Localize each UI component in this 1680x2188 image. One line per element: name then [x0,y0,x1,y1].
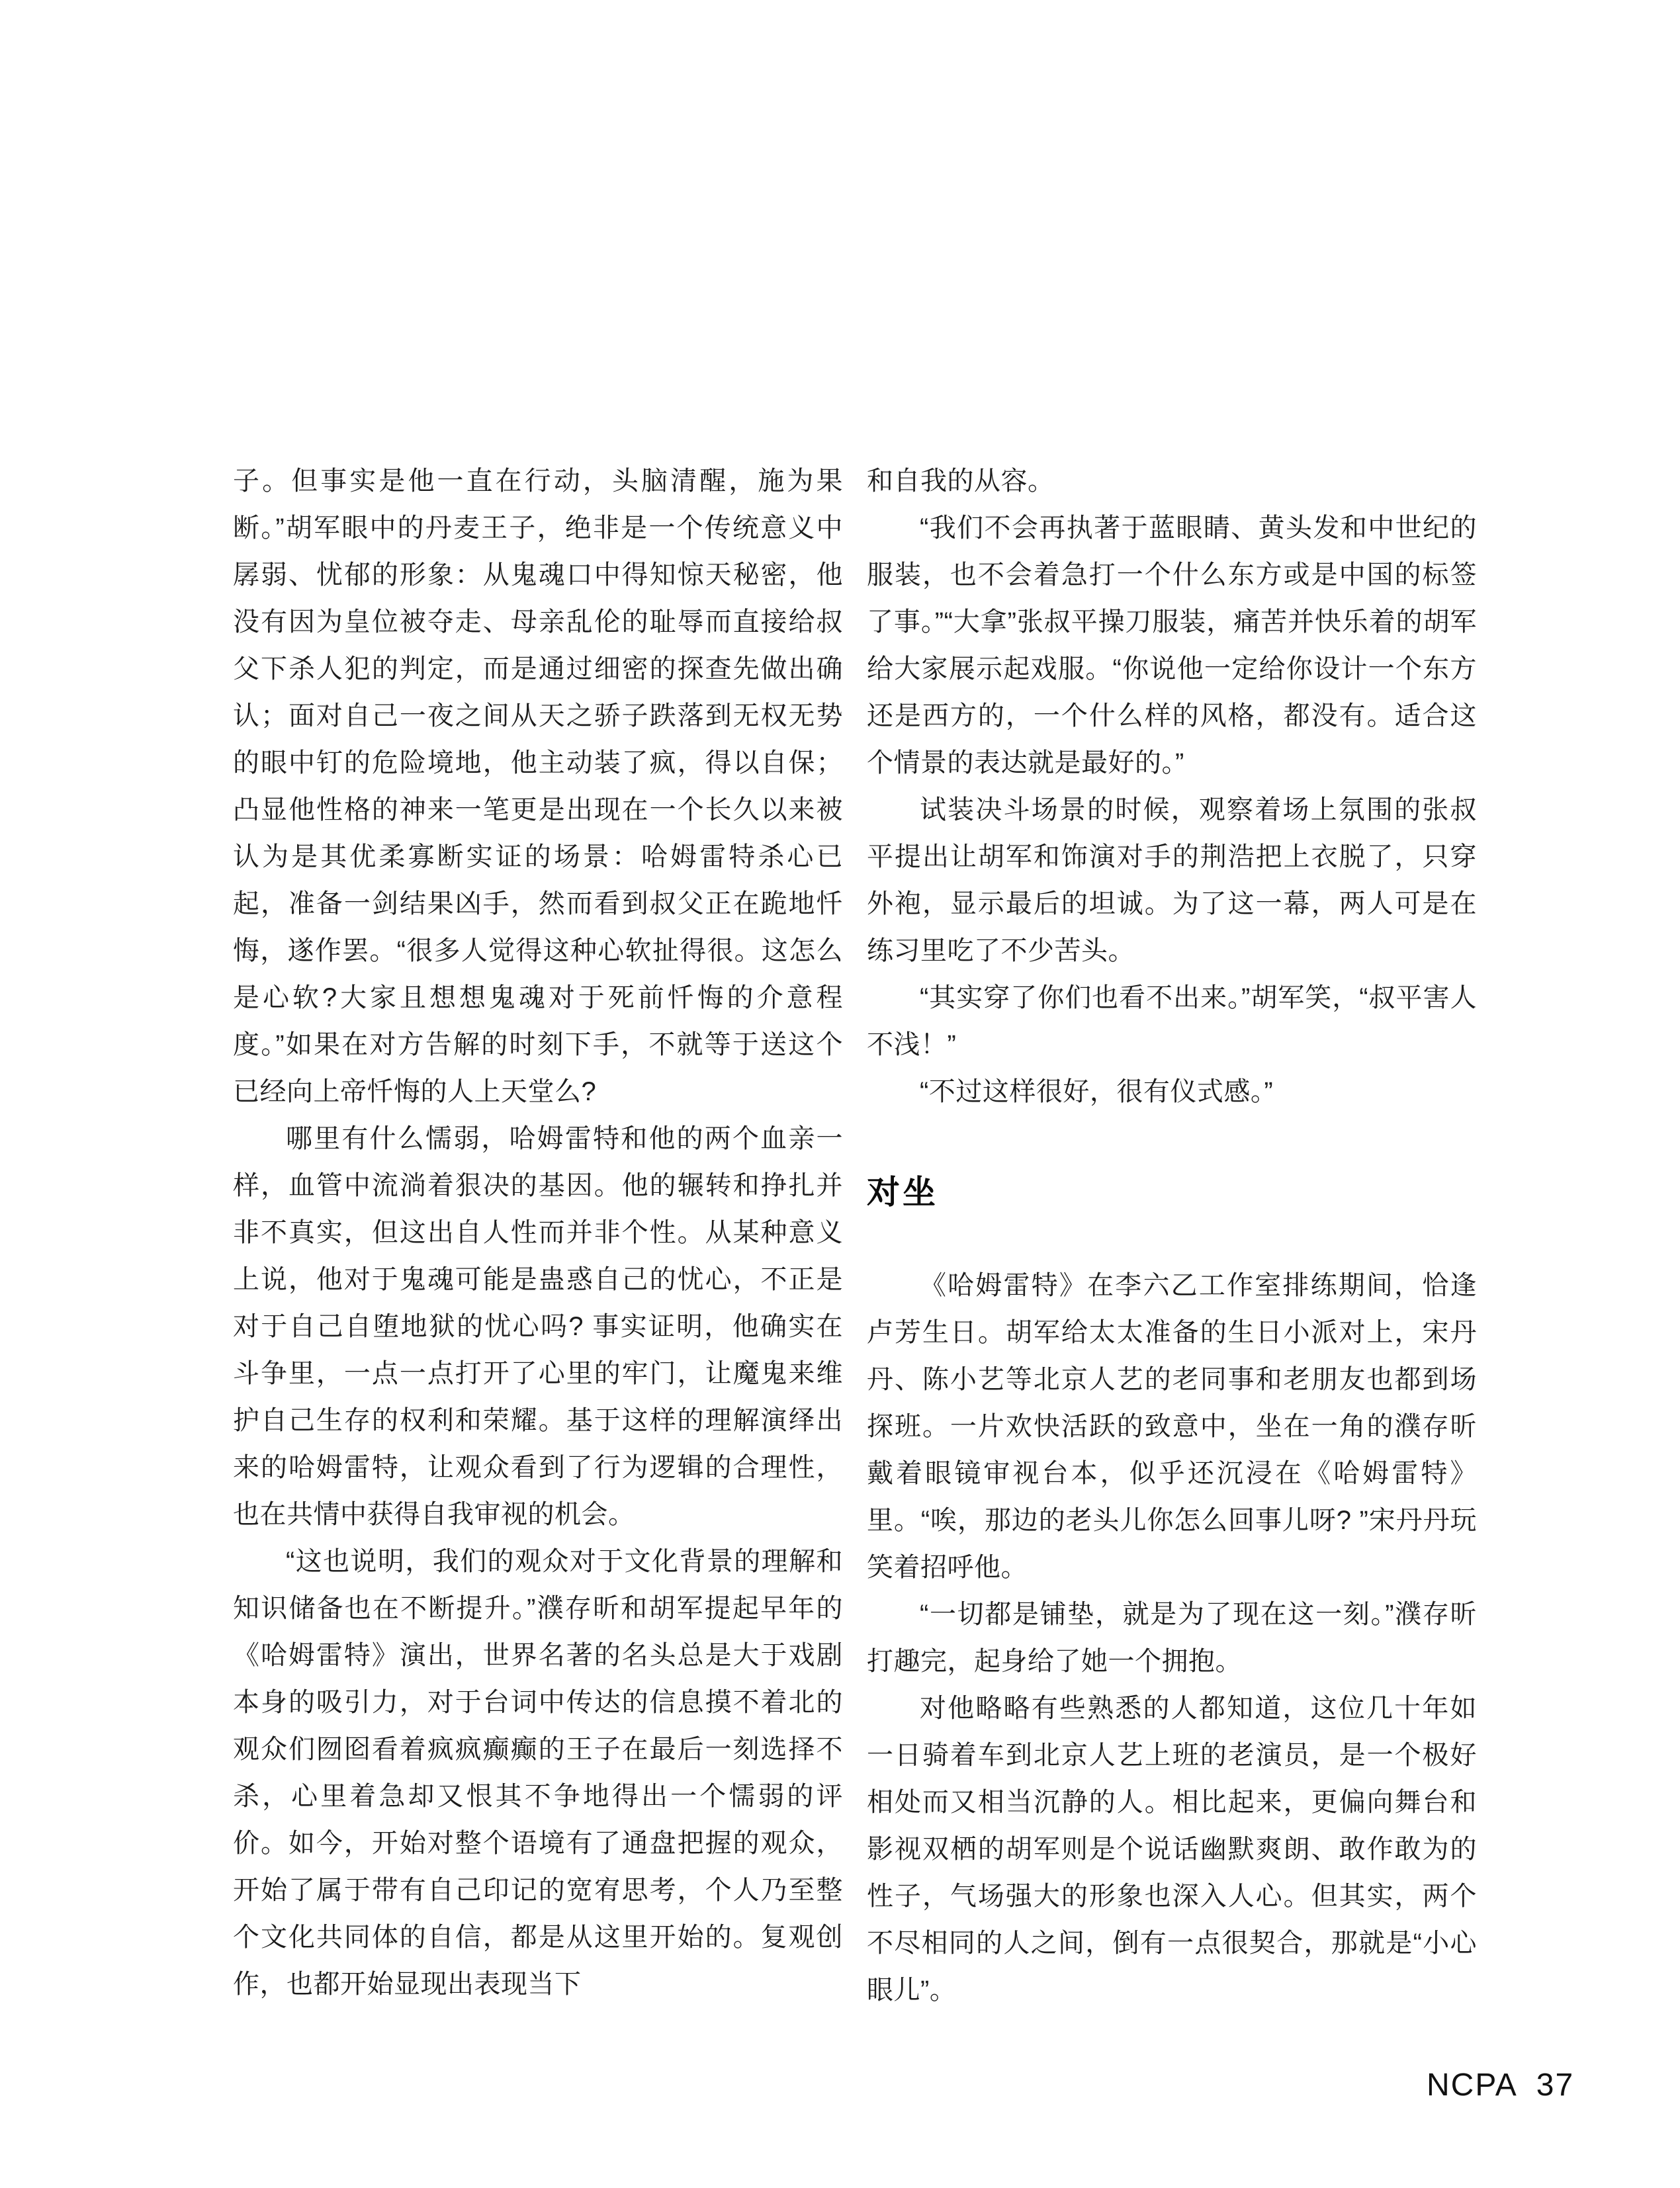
body-paragraph: 对他略略有些熟悉的人都知道，这位几十年如一日骑着车到北京人艺上班的老演员，是一个极好相处而又相当沉静的人。相比起来，更偏向舞台和影视双栖的胡军则是个说话幽默爽朗、敢作敢为的性子，气场强大的形象也深入人心。但其实，两个不尽相同的人之间，倒有一点很契合，那就是“小心眼儿”。 [867,1694,1477,2005]
page-footer [1427,2070,1574,2101]
body-paragraph: 哪里有什么懦弱，哈姆雷特和他的两个血亲一样，血管中流淌着狠决的基因。他的辗转和挣扎并非不真实，但这出自人性而并非个性。从某种意义上说，他对于鬼魂可能是蛊惑自己的忧心，不正是对于自己自堕地狱的忧心吗? 事实证明，他确实在斗争里，一点一点打开了心里的牢门，让魔鬼来维护自己生存的权利和荣耀。基于这样的理解演绎出来的哈姆雷特，让观众看到了行为逻辑的合理性，也在共情中获得自我审视的机会。 [233,1124,843,1529]
body-paragraph: “其实穿了你们也看不出来。”胡军笑，“叔平害人不浅！” [867,983,1477,1059]
body-paragraph: 《哈姆雷特》在李六乙工作室排练期间，恰逢卢芳生日。胡军给太太准备的生日小派对上，宋丹丹、陈小艺等北京人艺的老同事和老朋友也都到场探班。一片欢快活跃的致意中，坐在一角的濮存昕戴着眼镜审视台本，似乎还沉浸在《哈姆雷特》里。“唉，那边的老头儿你怎么回事儿呀? ”宋丹丹玩笑着招呼他。 [867,1271,1477,1582]
body-paragraph: “这也说明，我们的观众对于文化背景的理解和知识储备也在不断提升。”濮存昕和胡军提起早年的《哈姆雷特》演出，世界名著的名头总是大于戏剧本身的吸引力，对于台词中传达的信息摸不着北的观众们囫囵看着疯疯癫癫的王子在最后一刻选择不杀，心里着急却又恨其不争地得出一个懦弱的评价。如今，开始对整个语境有了通盘把握的观众，开始了属于带有自己印记的宽宥思考，个人乃至整个文化共同体的自信，都是从这里开始的。复观创作，也都开始显现出表现当下 [233,1547,843,1999]
body-paragraph: “不过这样很好，很有仪式感。” [920,1077,1274,1106]
section-heading: 对坐 [867,1174,938,1211]
body-paragraph: 试装决斗场景的时候，观察着场上氛围的张叔平提出让胡军和饰演对手的荆浩把上衣脱了，只穿外袍，显示最后的坦诚。为了这一幕，两人可是在练习里吃了不少苦头。 [867,795,1477,965]
left-text-column [233,458,843,2008]
body-paragraph: “我们不会再执著于蓝眼睛、黄头发和中世纪的服装，也不会着急打一个什么东方或是中国的标签了事。”“大拿”张叔平操刀服装，痛苦并快乐着的胡军给大家展示起戏服。“你说他一定给你设计一个东方还是西方的，一个什么样的风格，都没有。适合这个情景的表达就是最好的。” [867,513,1477,777]
body-paragraph: 子。但事实是他一直在行动，头脑清醒，施为果断。”胡军眼中的丹麦王子，绝非是一个传统意义中孱弱、忧郁的形象：从鬼魂口中得知惊天秘密，他没有因为皇位被夺走、母亲乱伦的耻辱而直接给叔父下杀人犯的判定，而是通过细密的探查先做出确认；面对自己一夜之间从天之骄子跌落到无权无势的眼中钉的危险境地，他主动装了疯，得以自保；凸显他性格的神来一笔更是出现在一个长久以来被认为是其优柔寡断实证的场景：哈姆雷特杀心已起，准备一剑结果凶手，然而看到叔父正在跪地忏悔，遂作罢。“很多人觉得这种心软扯得很。这怎么是心软?大家且想想鬼魂对于死前忏悔的介意程度。”如果在对方告解的时刻下手，不就等于送这个已经向上帝忏悔的人上天堂么? [233,466,843,1106]
body-paragraph: “一切都是铺垫，就是为了现在这一刻。”濮存昕打趣完，起身给了她一个拥抱。 [867,1600,1477,1676]
right-text-column [867,458,1477,2014]
page-number: 37 [1536,2068,1575,2103]
journal-mark: NCPA [1427,2068,1518,2103]
body-paragraph: 和自我的从容。 [867,466,1055,496]
